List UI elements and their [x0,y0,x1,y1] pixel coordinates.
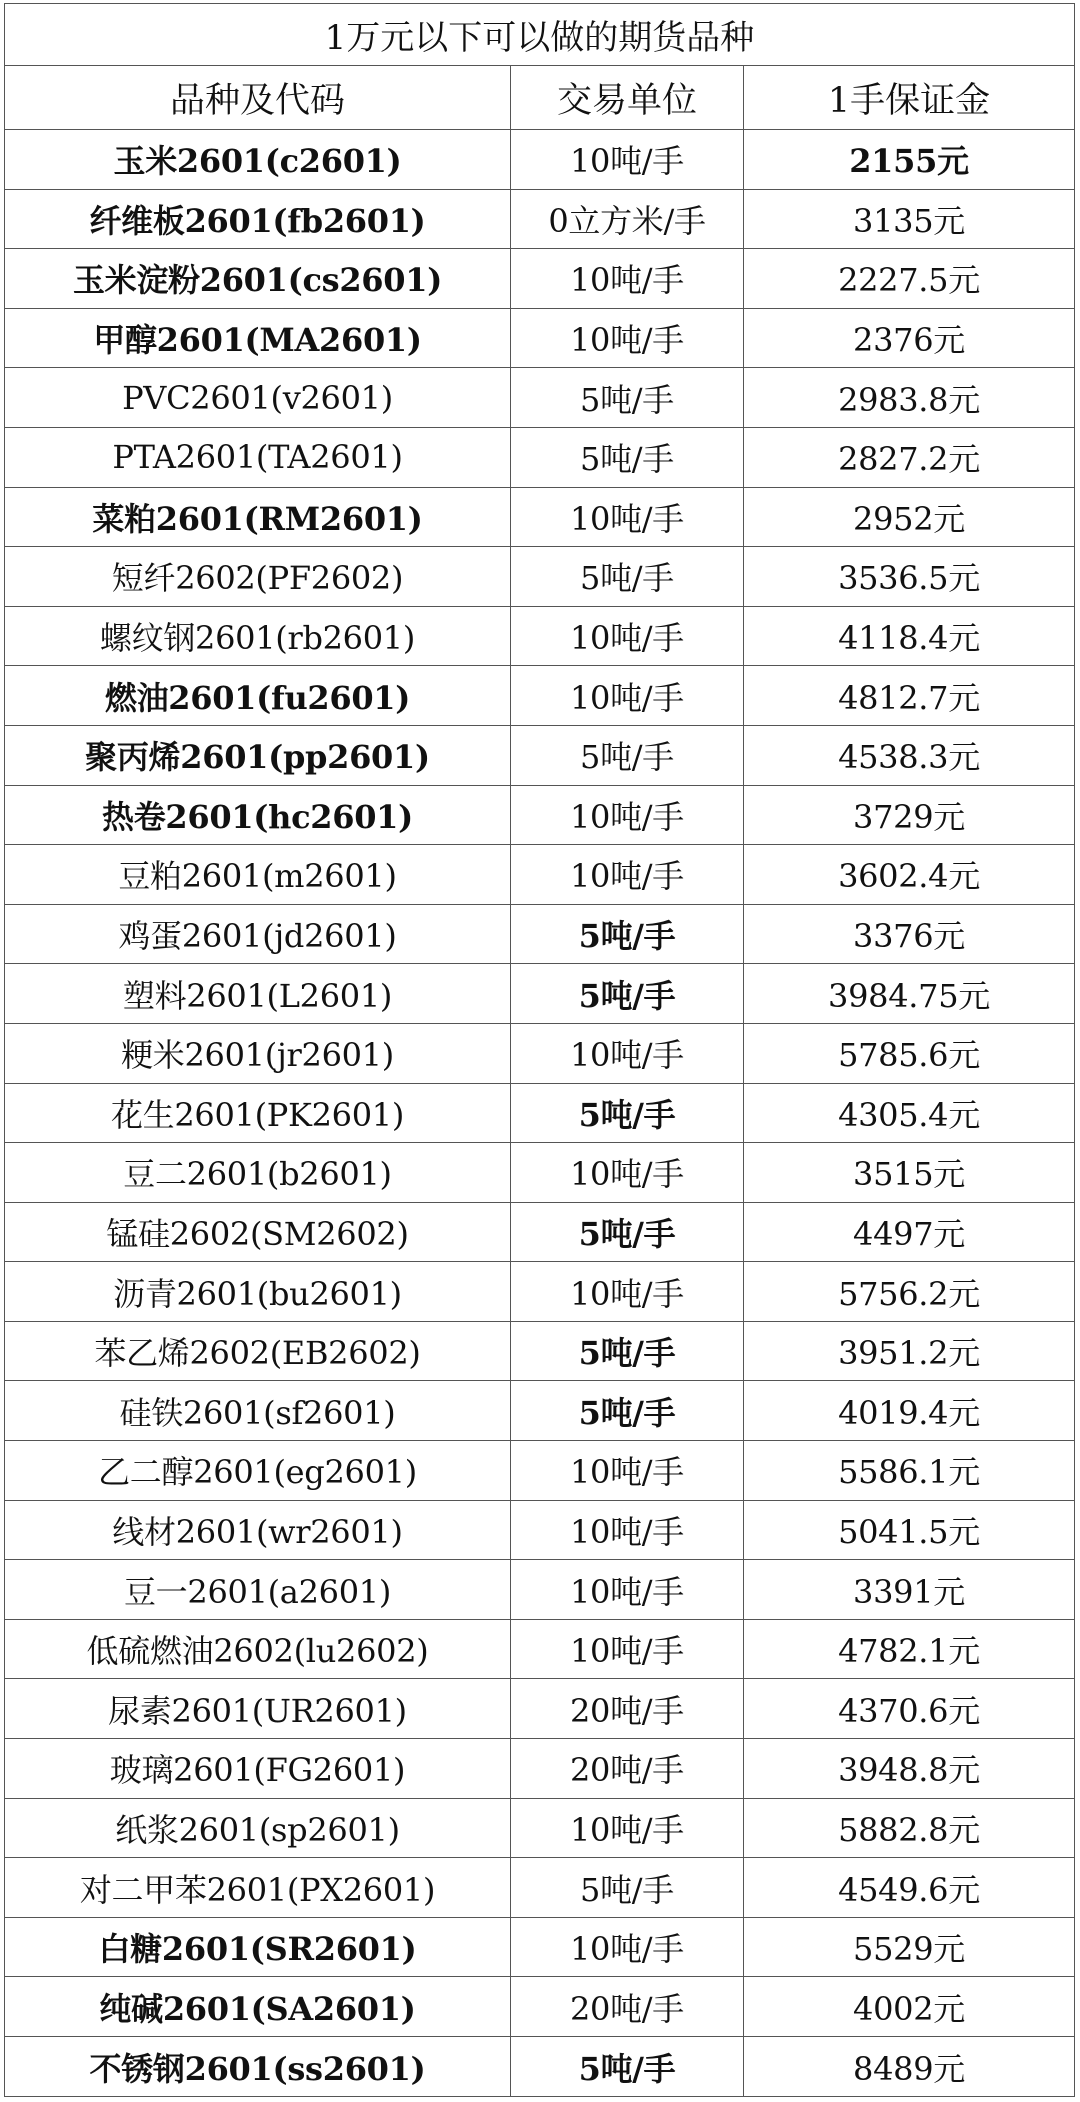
cell-unit: 5吨/手 [511,1858,744,1918]
table-title: 1万元以下可以做的期货品种 [5,4,1075,66]
cell-unit: 10吨/手 [511,606,744,666]
cell-unit: 10吨/手 [511,1560,744,1620]
cell-margin: 3984.75元 [744,964,1075,1024]
cell-margin: 3951.2元 [744,1321,1075,1381]
table-row [5,1739,1075,1799]
cell-margin: 4538.3元 [744,725,1075,785]
table-row [5,427,1075,487]
table-row [5,1441,1075,1501]
cell-margin: 4305.4元 [744,1083,1075,1143]
cell-margin: 3515元 [744,1143,1075,1203]
cell-name: 玉米2601(c2601) [5,130,511,190]
cell-margin: 2952元 [744,487,1075,547]
cell-margin: 4549.6元 [744,1858,1075,1918]
cell-margin: 5785.6元 [744,1023,1075,1083]
cell-name: 线材2601(wr2601) [5,1500,511,1560]
cell-unit: 5吨/手 [511,1381,744,1441]
cell-unit: 5吨/手 [511,904,744,964]
cell-unit: 5吨/手 [511,2037,744,2097]
cell-margin: 5041.5元 [744,1500,1075,1560]
cell-unit: 10吨/手 [511,1500,744,1560]
cell-name: 不锈钢2601(ss2601) [5,2037,511,2097]
cell-name: 苯乙烯2602(EB2602) [5,1321,511,1381]
table-row [5,1143,1075,1203]
table-row [5,1977,1075,2037]
cell-name: 粳米2601(jr2601) [5,1023,511,1083]
cell-margin: 4497元 [744,1202,1075,1262]
cell-unit: 20吨/手 [511,1679,744,1739]
cell-unit: 0立方米/手 [511,189,744,249]
cell-unit: 10吨/手 [511,1143,744,1203]
cell-name: 纯碱2601(SA2601) [5,1977,511,2037]
cell-margin: 4019.4元 [744,1381,1075,1441]
table-row [5,1381,1075,1441]
cell-name: 纤维板2601(fb2601) [5,189,511,249]
column-header-margin: 1手保证金 [744,66,1075,130]
table-row [5,1500,1075,1560]
header-row [5,66,1075,130]
cell-unit: 10吨/手 [511,1619,744,1679]
table-row [5,130,1075,190]
table-row [5,2037,1075,2097]
cell-name: 对二甲苯2601(PX2601) [5,1858,511,1918]
table-row [5,1083,1075,1143]
cell-name: 甲醇2601(MA2601) [5,308,511,368]
table-row [5,249,1075,309]
table-row [5,1321,1075,1381]
cell-unit: 5吨/手 [511,1202,744,1262]
table-row [5,1798,1075,1858]
cell-name: PVC2601(v2601) [5,368,511,428]
cell-name: 沥青2601(bu2601) [5,1262,511,1322]
table-row [5,1858,1075,1918]
cell-unit: 5吨/手 [511,368,744,428]
table-row [5,606,1075,666]
cell-name: 螺纹钢2601(rb2601) [5,606,511,666]
cell-unit: 10吨/手 [511,1441,744,1501]
cell-name: 纸浆2601(sp2601) [5,1798,511,1858]
cell-name: PTA2601(TA2601) [5,427,511,487]
cell-margin: 8489元 [744,2037,1075,2097]
cell-unit: 10吨/手 [511,845,744,905]
cell-name: 硅铁2601(sf2601) [5,1381,511,1441]
cell-unit: 10吨/手 [511,487,744,547]
cell-margin: 4812.7元 [744,666,1075,726]
cell-unit: 5吨/手 [511,1321,744,1381]
cell-margin: 3948.8元 [744,1739,1075,1799]
cell-margin: 4002元 [744,1977,1075,2037]
table-row [5,547,1075,607]
table-row [5,1262,1075,1322]
cell-name: 鸡蛋2601(jd2601) [5,904,511,964]
cell-unit: 5吨/手 [511,964,744,1024]
table-row [5,308,1075,368]
table-row [5,725,1075,785]
table-row [5,1560,1075,1620]
table-row [5,904,1075,964]
cell-name: 燃油2601(fu2601) [5,666,511,726]
cell-unit: 5吨/手 [511,725,744,785]
cell-name: 短纤2602(PF2602) [5,547,511,607]
cell-name: 白糖2601(SR2601) [5,1917,511,1977]
cell-unit: 20吨/手 [511,1739,744,1799]
table-row [5,785,1075,845]
cell-margin: 2155元 [744,130,1075,190]
cell-margin: 3135元 [744,189,1075,249]
cell-margin: 4118.4元 [744,606,1075,666]
table-row [5,487,1075,547]
cell-margin: 5882.8元 [744,1798,1075,1858]
table-row [5,845,1075,905]
futures-margin-sheet [4,3,1074,2097]
cell-margin: 4370.6元 [744,1679,1075,1739]
column-header-name: 品种及代码 [5,66,511,130]
futures-margin-table [4,3,1075,2097]
cell-name: 锰硅2602(SM2602) [5,1202,511,1262]
cell-margin: 3729元 [744,785,1075,845]
cell-name: 聚丙烯2601(pp2601) [5,725,511,785]
cell-name: 豆二2601(b2601) [5,1143,511,1203]
table-row [5,368,1075,428]
cell-unit: 10吨/手 [511,1917,744,1977]
cell-name: 尿素2601(UR2601) [5,1679,511,1739]
table-row [5,1917,1075,1977]
cell-name: 玻璃2601(FG2601) [5,1739,511,1799]
cell-margin: 2227.5元 [744,249,1075,309]
cell-margin: 3602.4元 [744,845,1075,905]
table-row [5,1023,1075,1083]
cell-margin: 4782.1元 [744,1619,1075,1679]
table-row [5,1202,1075,1262]
table-row [5,1619,1075,1679]
cell-margin: 3376元 [744,904,1075,964]
cell-margin: 2376元 [744,308,1075,368]
cell-unit: 20吨/手 [511,1977,744,2037]
cell-unit: 10吨/手 [511,1262,744,1322]
cell-name: 花生2601(PK2601) [5,1083,511,1143]
cell-name: 菜粕2601(RM2601) [5,487,511,547]
table-row [5,666,1075,726]
cell-name: 热卷2601(hc2601) [5,785,511,845]
cell-name: 豆一2601(a2601) [5,1560,511,1620]
cell-margin: 5586.1元 [744,1441,1075,1501]
column-header-unit: 交易单位 [511,66,744,130]
cell-unit: 10吨/手 [511,130,744,190]
cell-margin: 3536.5元 [744,547,1075,607]
cell-margin: 5756.2元 [744,1262,1075,1322]
cell-unit: 5吨/手 [511,547,744,607]
cell-unit: 10吨/手 [511,785,744,845]
cell-name: 玉米淀粉2601(cs2601) [5,249,511,309]
cell-margin: 2983.8元 [744,368,1075,428]
cell-unit: 10吨/手 [511,249,744,309]
table-row [5,189,1075,249]
cell-name: 低硫燃油2602(lu2602) [5,1619,511,1679]
cell-unit: 5吨/手 [511,427,744,487]
cell-name: 乙二醇2601(eg2601) [5,1441,511,1501]
title-row [5,4,1075,66]
cell-unit: 10吨/手 [511,1798,744,1858]
cell-margin: 5529元 [744,1917,1075,1977]
cell-unit: 10吨/手 [511,666,744,726]
cell-margin: 3391元 [744,1560,1075,1620]
cell-unit: 10吨/手 [511,1023,744,1083]
table-body [5,130,1075,2097]
cell-margin: 2827.2元 [744,427,1075,487]
cell-name: 塑料2601(L2601) [5,964,511,1024]
cell-unit: 10吨/手 [511,308,744,368]
table-row [5,1679,1075,1739]
cell-unit: 5吨/手 [511,1083,744,1143]
table-row [5,964,1075,1024]
cell-name: 豆粕2601(m2601) [5,845,511,905]
